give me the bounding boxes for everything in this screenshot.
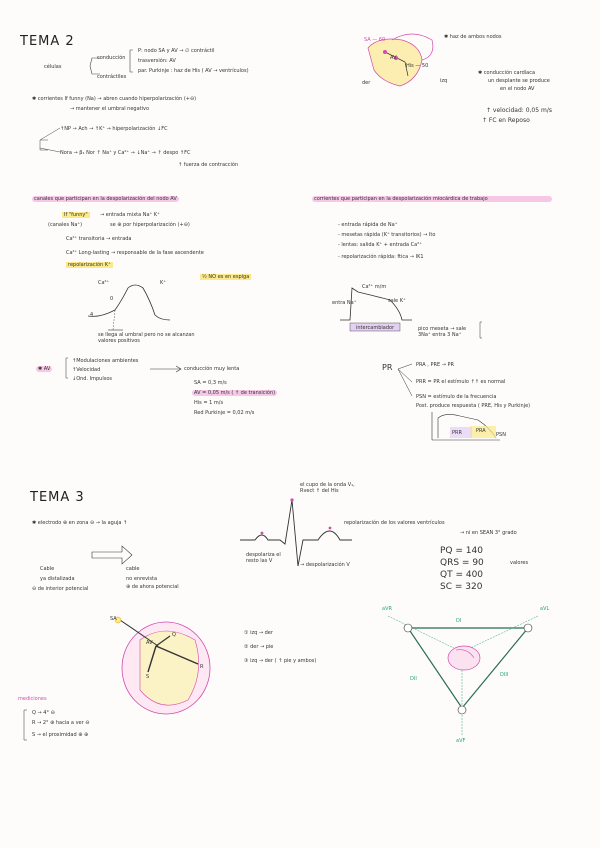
pr-psn-2: Post. produce respuesta ( PRE, His y Purkinje) xyxy=(416,403,531,409)
miocardio-header: corrientes que participan en la despolarización miocárdica de trabajo xyxy=(312,196,552,202)
mio-item-1: - entrada rápida de Na⁺ xyxy=(338,222,398,228)
av-item-1: ↑Modulaciones ambientes xyxy=(72,358,139,364)
lead-3: ③ izq → der ( ↑ pie y ambos) xyxy=(244,658,317,664)
mio-item-3: - lentas: salida K⁺ + entrada Ca²⁺ xyxy=(338,242,422,248)
vector-item-3: S → el proximidad ⊕ ⊕ xyxy=(32,732,89,738)
if-funny: If "funny" xyxy=(64,212,88,218)
dep-e: no enrevista xyxy=(126,576,158,582)
nodal-action-potential xyxy=(88,285,170,330)
electrode-note: ✱ electrodo ⊕ en zona ⊖ → la aguja ↑ xyxy=(32,520,128,526)
pr-prr: PRR = PR el estímulo ↑↑ es normal xyxy=(416,379,506,385)
heart-q: Q xyxy=(172,632,176,638)
graph-prr: PRR xyxy=(452,430,462,436)
vectors-title: mediciones xyxy=(18,696,47,702)
corrientes-intro: ✱ corrientes If funny (Na) → abren cuando hiperpolarización (+⊖) xyxy=(32,96,197,102)
refractory-graph xyxy=(432,412,500,440)
celulas-label: células xyxy=(44,64,62,70)
izq-label: izq xyxy=(440,78,448,84)
av-val-2: AV = 0,05 m/s ( ↑ de transición) xyxy=(194,390,276,396)
tema2-title: TEMA 2 xyxy=(20,34,75,49)
av-val-1: SA = 0,3 m/s xyxy=(194,380,227,386)
corrientes-mantener: → mantener el umbral negativo xyxy=(70,106,150,112)
ecg-peak: el cupo de la onda V₁, Rvect ↑ del His xyxy=(300,482,355,494)
nodo-av-header: canales que participan en la despolarización del nodo AV xyxy=(34,196,177,202)
axis-side: valores xyxy=(510,560,529,566)
dep-b: ya distalizada xyxy=(40,576,75,582)
ecg-left: despolariza el resto las V xyxy=(246,552,281,564)
lead-diii: DIII xyxy=(500,672,509,678)
av-item-2: ↑Velocidad xyxy=(72,367,101,373)
conduccion-label: conducción xyxy=(97,55,126,61)
lead-avr: aVR xyxy=(382,606,392,612)
lead-dii: DII xyxy=(410,676,417,682)
vector-item-2: R → 2° ⊕ hacia a ver ⊖ xyxy=(32,720,90,726)
sa-label: SA — 60 xyxy=(364,37,386,43)
ap-k-label: K⁺ xyxy=(160,280,166,286)
corrientes-nora: Nora → β₁ Nor ↑ Na⁺ y Ca²⁺ → ↓Na⁺ → ↑ despo ↑FC xyxy=(60,150,191,156)
vector-heart xyxy=(115,617,210,714)
axis-val-4: SC = 320 xyxy=(440,582,483,592)
mio-plot-sale: sale K⁺ xyxy=(388,298,406,304)
contractiles-label: contráctiles xyxy=(97,74,127,80)
celulas-item-1: P: nodo SA y AV → ∅ contráctil xyxy=(138,48,215,54)
intercambiador: intercambiador xyxy=(356,325,395,331)
dep-c: ⊖ de interior potencial xyxy=(32,586,89,592)
ap-four-label: 4 xyxy=(90,312,94,318)
ap-zero-label: 0 xyxy=(110,296,114,302)
lead-avf: aVF xyxy=(456,738,466,744)
sa-note: ✱ haz de ambos nodos xyxy=(444,34,502,40)
heart-r: R xyxy=(200,664,204,670)
his-label: His — 50 xyxy=(406,63,429,69)
lead-avl: aVL xyxy=(540,606,550,612)
der-label: der xyxy=(362,80,371,86)
k-note: ½ NO es en espiga xyxy=(202,274,250,280)
axis-title: → ni en SEAN 3° grado xyxy=(460,530,517,536)
conduccion-note-3: en el nodo AV xyxy=(500,86,535,92)
mio-item-4: - repolarización rápida: ftica → IK1 xyxy=(338,254,424,260)
ca-t: (canales Na⁺) xyxy=(48,222,83,228)
lead-di: DI xyxy=(456,618,462,624)
ca-long: Ca²⁺ Long-lasting → responsable de la fase ascendente xyxy=(66,250,204,256)
av-val-3: His = 1 m/s xyxy=(194,400,224,406)
corrientes-ach: ↑NP → Ach → ↑K⁺ → hiperpolarización ↓FC xyxy=(60,126,168,132)
av-val-4: Red Purkinje = 0,02 m/s xyxy=(194,410,255,416)
graph-pra: PRA xyxy=(476,428,486,434)
ap-ca-label: Ca²⁺ xyxy=(98,280,110,286)
pr-pra: PRA , PRE → PR xyxy=(416,362,454,368)
mio-plot-ca: Ca²⁺ m/m xyxy=(362,284,387,290)
celulas-item-3: par. Purkinje : haz de His ( AV → ventrículos) xyxy=(138,68,249,74)
av-item-3: ↓Ond. Impulsos xyxy=(72,376,112,382)
repolarizacion: repolarización K⁺ xyxy=(68,262,111,268)
mio-bottom: pico meseta → sale 3Na⁺ entra 3 Na⁺ xyxy=(418,326,467,338)
conduccion-note-2: un desplante se produce xyxy=(488,78,550,84)
celulas-item-2: trasversión: AV xyxy=(138,58,176,64)
axis-val-3: QT = 400 xyxy=(440,570,484,580)
av-arrow: conducción muy lenta xyxy=(184,366,240,372)
tema3-title: TEMA 3 xyxy=(30,490,85,505)
axis-val-2: QRS = 90 xyxy=(440,558,484,568)
dep-d: cable xyxy=(126,566,140,572)
heart-av: AV xyxy=(146,640,153,646)
conduccion-note-5: ↑ FC en Reposo xyxy=(482,117,530,124)
heart-s: S xyxy=(146,674,150,680)
ca-transitoria: Ca²⁺ transitoria → entrada xyxy=(66,236,132,242)
nodo-av-bottom: se llega al umbral pero no se alcanzan valores positivos xyxy=(98,332,195,344)
vector-item-1: Q → 4° ⊖ xyxy=(32,710,55,716)
ca-t2: se ⊕ por hiperpolarización (+⊖) xyxy=(110,222,190,228)
av-label-section: ✱ AV xyxy=(38,366,51,372)
dep-a: Cable xyxy=(40,566,55,572)
mio-item-2: - mesetas rápida (K⁺ transitorios) → Ito xyxy=(338,232,436,238)
pr-psn: PSN = estímulo de la frecuencia xyxy=(416,394,497,400)
dep-f: ⊕ de ahora potencial xyxy=(126,584,179,590)
ecg-bottom: → despolarización V xyxy=(300,562,350,568)
av-label: AV xyxy=(390,55,397,61)
if-arrow: → entrada mixta Na⁺ K⁺ xyxy=(100,212,160,218)
ecg-right: repolarización de los valores ventrículos xyxy=(344,520,445,526)
conduccion-note-1: ✱ conducción cardíaca xyxy=(478,70,536,76)
conduccion-note-4: ↑ velocidad: 0,05 m/s xyxy=(486,107,552,114)
graph-psn: PSN xyxy=(496,432,506,438)
heart-sa: SA xyxy=(110,616,117,622)
pr-title: PR xyxy=(382,363,393,372)
mio-plot-entra: entra Na⁺ xyxy=(332,300,357,306)
corrientes-fuerza: ↑ fuerza de contracción xyxy=(178,162,239,168)
axis-val-1: PQ = 140 xyxy=(440,546,483,556)
lead-2: ② der → pie xyxy=(244,644,274,650)
lead-1: ① izq → der xyxy=(244,630,273,636)
